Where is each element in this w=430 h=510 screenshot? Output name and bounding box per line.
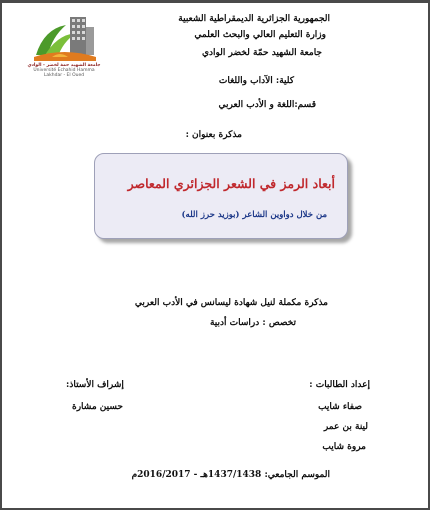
logo-caption-arabic: جامعة الشهيد حمة لخضر - الوادي: [27, 63, 101, 68]
logo-caption-latin: Université Echahid Hamma Lakhdar - El Oued: [33, 68, 95, 78]
supervisor-label: إشراف الأستاذ:: [66, 380, 124, 390]
header-ministry: وزارة التعليم العالي والبحث العلمي: [194, 30, 326, 40]
header-university: جامعة الشهيد حمّة لخضر الوادي: [201, 48, 322, 58]
university-logo-icon: [30, 11, 98, 65]
thesis-subtitle: من خلال دواوين الشاعر (بوزيد حرز الله): [181, 210, 327, 220]
students-label: إعداد الطالبات :: [309, 380, 370, 390]
thesis-title: أبعاد الرمز في الشعر الجزائري المعاصر: [127, 176, 335, 191]
specialty-line: تخصص : دراسات أدبية: [209, 318, 296, 328]
logo-caption: [26, 63, 102, 78]
student-name-1: صفاء شايب: [318, 402, 362, 412]
memo-label: مذكرة بعنوان :: [185, 130, 242, 140]
title-box: [94, 153, 348, 239]
student-name-2: لينة بن عمر: [323, 422, 368, 432]
degree-line: مذكرة مكملة لنيل شهادة ليسانس في الأدب العربي: [134, 298, 328, 308]
student-name-3: مروة شايب: [322, 442, 366, 452]
academic-year: الموسم الجامعي: 1437/1438هـ - 2016/2017م: [131, 470, 330, 480]
header-department: قسم:اللغة و الأدب العربي: [218, 100, 316, 110]
header-republic: الجمهورية الجزائرية الديمقراطية الشعبية: [178, 14, 330, 24]
supervisor-name: حسين مشارة: [72, 402, 123, 412]
header-faculty: كلية: الآداب واللغات: [218, 76, 294, 86]
